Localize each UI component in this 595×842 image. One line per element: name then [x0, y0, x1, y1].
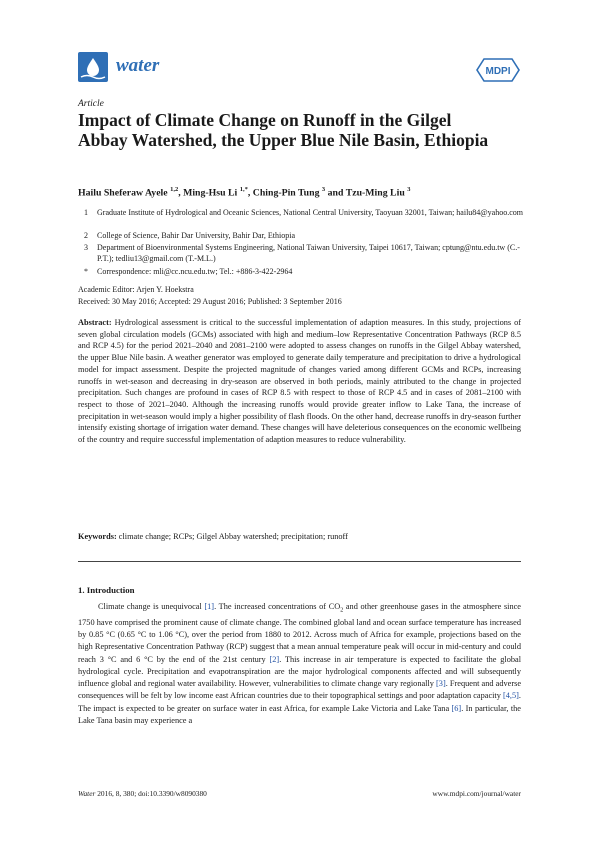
keywords-text: climate change; RCPs; Gilgel Abbay watershed; precipitation; runoff [116, 532, 348, 541]
footer-doi: 2016, 8, 380; doi:10.3390/w8090380 [95, 789, 207, 798]
body-text: . The impact is expected to be greater on surface water in east Africa, for example Lake Victoria and Lake Tana [78, 691, 521, 713]
citation-link[interactable]: [6] [451, 703, 462, 713]
body-text: . In particular, the Lake Tana basin may experience a [78, 703, 521, 725]
citation-link[interactable]: [3] [436, 679, 446, 689]
mdpi-logo-icon [476, 58, 520, 82]
publication-dates: Received: 30 May 2016; Accepted: 29 August 2016; Published: 3 September 2016 [78, 297, 342, 306]
water-drop-icon [78, 52, 108, 82]
author-separator: , [178, 187, 184, 199]
body-text: and other greenhouse gases in the atmosphere since 1750 have comprised the prominent cause of climate change. The combined global land and ocean surface temperature has increased by 0.85 °C (0.65 °C to 1.06 °C), over the period from 1880 to 2012. Across much of Africa for example, projections based on the high Representative Concentration Pathway (RCP) suggest that a mean annual temperature peak will occur in mid-century and could reach 3 °C and 6 °C by the end of the 21st century [78, 602, 521, 664]
paper-title: Impact of Climate Change on Runoff in the Gilgel Abbay Watershed, the Upper Blue Nile Basin, Ethiopia [78, 110, 489, 150]
subscript: 2 [340, 607, 344, 614]
author-name: Ching-Pin Tung [252, 187, 322, 199]
affiliation-mark: 2 [84, 231, 88, 240]
body-text: . The increased concentrations of CO [214, 602, 341, 611]
journal-name: water [116, 55, 160, 76]
academic-editor: Academic Editor: Arjen Y. Hoekstra [78, 285, 194, 294]
footer-journal: Water [78, 789, 96, 798]
author-name: Tzu-Ming Liu [345, 187, 408, 199]
affiliation [78, 231, 523, 242]
journal-logo [78, 52, 108, 82]
affiliation-mark: 3 [84, 243, 88, 252]
abstract-label: Abstract: [78, 318, 112, 327]
abstract-text: Hydrological assessment is critical to the successful implementation of adaption measures. In this study, projections of seven global circulation models (GCMs) associated with high and medium–low Representative Concentration Pathways (RCP 8.5 and RCP 4.5) for the period 2021–2040 and 2081–2100 were adopted to assess changes on runoffs in the Gilgel Abbay watershed, the upper Blue Nile basin. A weather generator was employed to generate daily temperature and precipitation to drive a hydrological model for impact assessment. Despite the projected magnitude of changes varied among different GCMs and RCPs, increasing runoffs in wet-season and decreasing in dry-season are observed in both periods, mainly attributed to the change in projected precipitation. Such changes are profound in cases of RCP 8.5 with respect to those of RCP 4.5 and in cases of 2081–2100 with respect to those of 2021–2040. Although the increasing runoffs would provide greater inflow to Lake Tana, the increase of precipitation in wet-season would imply a higher possibility of flash floods. On the other hand, decrease runoffs in dry-season further intensify existing shortage of irrigation water demand. These changes will have deleterious consequences on the economic wellbeing of the country and require successful implementation of adaption measures to reduce vulnerability. [78, 318, 521, 445]
affiliation-text: Correspondence: mli@cc.ncu.edu.tw; Tel.: +886-3-422-2964 [97, 267, 293, 276]
affiliation-text: Department of Bioenvironmental Systems Engineering, National Taiwan University, Taipei 10617, Taiwan; cptung@ntu.edu.tw (C.-P.T.); tedliu13@gmail.com (T.-M.L.) [97, 243, 520, 263]
section-heading: 1. Introduction [78, 585, 135, 595]
citation-link[interactable]: [2] [269, 654, 280, 664]
footer-citation [78, 789, 207, 798]
citation-link[interactable]: [1] [204, 602, 215, 611]
affiliation-text: Graduate Institute of Hydrological and Oceanic Sciences, National Central University, Taoyuan 32001, Taiwan; hailu84@yahoo.com [97, 208, 523, 217]
affiliation-mark: * [84, 267, 88, 276]
footer-url[interactable]: www.mdpi.com/journal/water [432, 789, 521, 798]
author-affiliation-mark: 3 [407, 186, 411, 193]
author-list [78, 186, 410, 198]
body-text: . Frequent and adverse consequences will be felt by low income east African countries due to their topographical settings and poor adaptation capacity [78, 679, 521, 701]
introduction-paragraph [78, 601, 521, 727]
correspondence [78, 267, 523, 278]
body-text: . This increase in air temperature is expected to facilitate the global hydrological cycle. Precipitation and evapotranspiration are the major hydrological components affected and will subsequently influence global and regional water availability. However, vulnerabilities to climate change vary regionally [78, 654, 522, 689]
author-affiliation-mark: 1,* [239, 186, 248, 193]
affiliation [78, 243, 523, 264]
affiliation [78, 208, 523, 219]
section-divider [78, 561, 521, 562]
author-separator: , [247, 187, 253, 199]
abstract [78, 317, 521, 446]
citation-link[interactable]: [4,5] [503, 691, 519, 701]
author-separator: and [325, 187, 346, 199]
author-name: Ming-Hsu Li [183, 187, 240, 199]
author-affiliation-mark: 1,2 [170, 186, 179, 193]
author-name: Hailu Sheferaw Ayele [78, 187, 171, 199]
keywords [78, 532, 521, 541]
body-text: Climate change is unequivocal [98, 602, 205, 611]
affiliation-mark: 1 [84, 208, 88, 217]
article-type: Article [78, 99, 104, 109]
publisher-logo-text: MDPI [485, 66, 511, 77]
keywords-label: Keywords: [78, 532, 117, 541]
affiliation-text: College of Science, Bahir Dar University, Bahir Dar, Ethiopia [97, 231, 295, 240]
author-affiliation-mark: 3 [321, 186, 326, 193]
